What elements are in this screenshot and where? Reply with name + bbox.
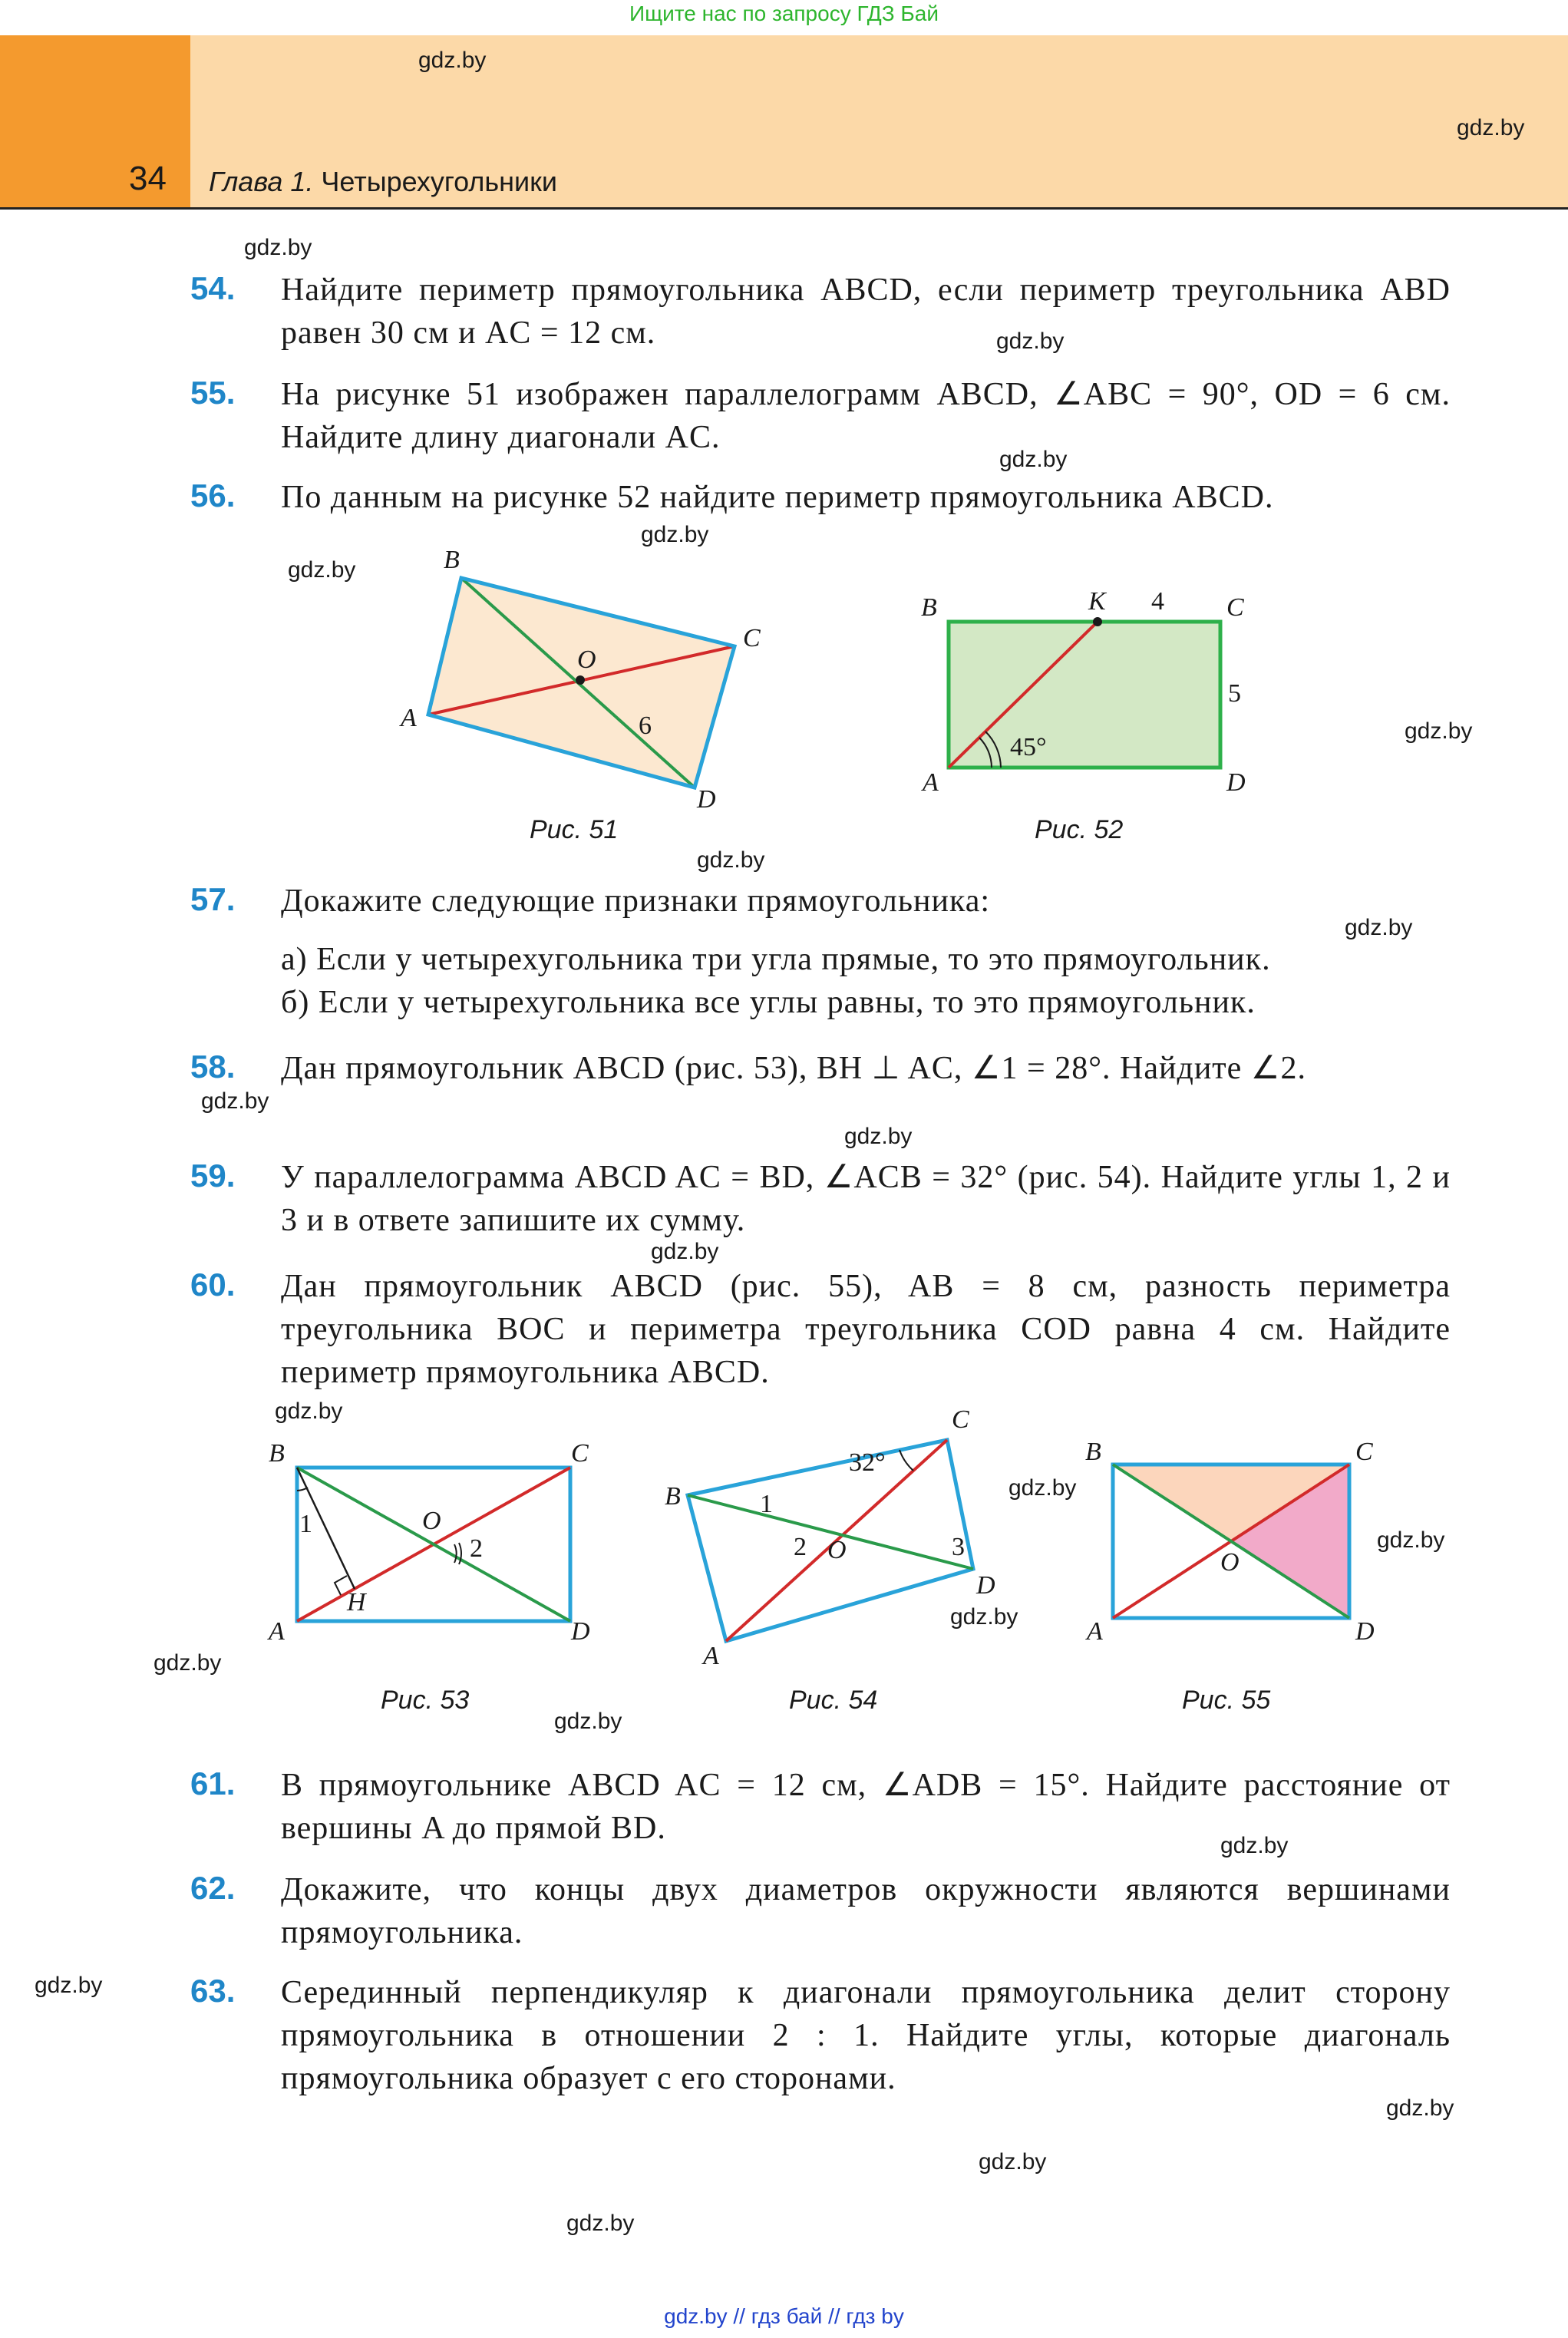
label-c: C [1355,1438,1373,1466]
problem-number: 62. [190,1870,236,1906]
label-k: K [1088,587,1106,616]
label-b: B [665,1482,681,1511]
figure-caption: Рис. 53 [381,1686,470,1715]
watermark: gdz.by [1345,915,1413,940]
label-angle-2: 2 [470,1534,483,1563]
chapter-label: Глава 1. [209,166,314,197]
label-angle: 45° [1010,733,1047,761]
rectangle-abcd [949,622,1220,768]
label-d: D [976,1571,995,1600]
label-a: A [269,1617,285,1646]
problem-number: 57. [190,881,236,917]
problem-text: В прямоугольнике ABCD AC = 12 см, ∠ADB = 15°. Найдите расстояние от вершины A до прямой BD. [281,1768,1451,1846]
watermark: gdz.by [418,48,487,73]
figure-52 [906,576,1259,806]
watermark: gdz.by [999,447,1068,472]
label-b: B [269,1439,285,1468]
point-o [576,675,585,685]
problem-number: 56. [190,477,236,514]
label-b: B [444,546,460,574]
label-d: D [1355,1617,1375,1646]
watermark: gdz.by [35,1973,103,1998]
watermark: gdz.by [1377,1527,1445,1553]
watermark: gdz.by [275,1399,343,1424]
label-b: B [1085,1438,1101,1466]
figure-caption: Рис. 54 [789,1686,878,1715]
watermark: gdz.by [950,1604,1018,1630]
watermark: gdz.by [697,847,765,873]
problem-number: 61. [190,1765,236,1801]
problem-text: Дан прямоугольник ABCD (рис. 53), BH ⊥ AC, ∠1 = 28°. Найдите ∠2. [281,1051,1306,1086]
point-k [1093,617,1102,626]
problem-text: На рисунке 51 изображен параллелограмм ABCD, ∠ABC = 90°, OD = 6 см. Найдите длину диагонали AC. [281,377,1451,455]
right-angle-mark [335,1576,347,1595]
problem-text: Найдите периметр прямоугольника ABCD, если периметр треугольника ABD равен 30 см и AC = 12 см. [281,272,1451,351]
figure-caption: Рис. 51 [530,815,619,844]
figure-51 [384,537,814,829]
watermark: gdz.by [153,1650,222,1676]
angle-arc-32 [900,1450,913,1471]
label-cd-length: 5 [1228,679,1241,708]
label-c: C [1226,593,1244,622]
figure-caption: Рис. 55 [1182,1686,1271,1715]
watermark: gdz.by [979,2149,1047,2175]
problem-text: У параллелограмма ABCD AC = BD, ∠ACB = 32° (рис. 54). Найдите углы 1, 2 и 3 и в ответе запишите их сумму. [281,1160,1451,1238]
label-angle-2: 2 [794,1533,807,1561]
label-c: C [952,1405,969,1434]
watermark: gdz.by [1008,1475,1077,1501]
label-a: A [401,704,417,732]
label-angle-1: 1 [299,1510,312,1538]
problem-number: 60. [190,1266,236,1303]
watermark: gdz.by [641,522,709,547]
label-length: 6 [639,712,652,740]
watermark: gdz.by [844,1124,913,1149]
figure-53 [253,1428,622,1658]
label-c: C [743,624,761,652]
label-a: A [923,768,939,797]
watermark: gdz.by [1220,1833,1289,1858]
angle-arc-2 [459,1543,461,1564]
problem-number: 55. [190,375,236,411]
watermark: gdz.by [651,1239,719,1264]
watermark: gdz.by [566,2211,635,2236]
watermark: gdz.by [1386,2095,1454,2121]
watermark: gdz.by [1405,718,1473,744]
problem-number: 54. [190,270,236,306]
label-b: B [921,593,937,622]
problem-number: 63. [190,1973,236,2009]
chapter-title [209,166,557,198]
figure-caption: Рис. 52 [1035,815,1124,844]
label-o: O [1220,1548,1240,1577]
label-d: D [1226,768,1246,797]
problem-text: Дан прямоугольник ABCD (рис. 55), AB = 8 см, разность периметра треугольника BOC и периметра треугольника COD равна 4 см. Найдите периметр прямоугольника ABCD. [281,1269,1451,1390]
problem-text: Докажите следующие признаки прямоугольника: [281,883,991,919]
watermark: gdz.by [201,1088,269,1114]
watermark: gdz.by [1457,115,1525,140]
problem-text: Докажите, что концы двух диаметров окружности являются вершинами прямоугольника. [281,1872,1451,1950]
label-d: D [571,1617,590,1646]
figure-54 [652,1397,1036,1673]
label-o: O [422,1507,441,1535]
watermark: gdz.by [996,329,1065,354]
top-banner: Ищите нас по запросу ГДЗ Бай [629,2,939,25]
figure-55 [1074,1428,1443,1658]
problem-text: По данным на рисунке 52 найдите периметр прямоугольника ABCD. [281,480,1274,515]
problem-item-b: б) Если у четырехугольника все углы равны, то это прямоугольник. [281,985,1256,1020]
problem-number: 58. [190,1048,236,1085]
label-angle-3: 3 [952,1533,965,1561]
label-angle-32: 32° [849,1448,886,1477]
label-angle-1: 1 [760,1490,773,1518]
watermark: gdz.by [244,235,312,260]
label-o: O [827,1536,847,1564]
problem-text: Серединный перпендикуляр к диагонали прямоугольника делит сторону прямоугольника в отношении 2 : 1. Найдите углы, которые диагональ прямоугольника образует с его сторонами. [281,1975,1451,2096]
label-d: D [697,785,716,814]
chapter-name: Четырехугольники [321,166,558,197]
label-a: A [1087,1617,1103,1646]
page-number: 34 [129,160,167,197]
footer-links: gdz.by // гдз бай // гдз by [664,2304,904,2328]
angle-arc-2 [454,1544,457,1563]
problem-number: 59. [190,1157,236,1194]
label-a: A [703,1642,719,1670]
watermark: gdz.by [554,1709,622,1734]
label-o: O [577,646,596,674]
problem-item-a: а) Если у четырехугольника три угла прямые, то это прямоугольник. [281,942,1271,977]
header-divider [0,207,1568,210]
label-kc-length: 4 [1151,587,1164,616]
label-h: H [347,1588,366,1616]
label-c: C [571,1439,589,1468]
watermark: gdz.by [288,557,356,583]
